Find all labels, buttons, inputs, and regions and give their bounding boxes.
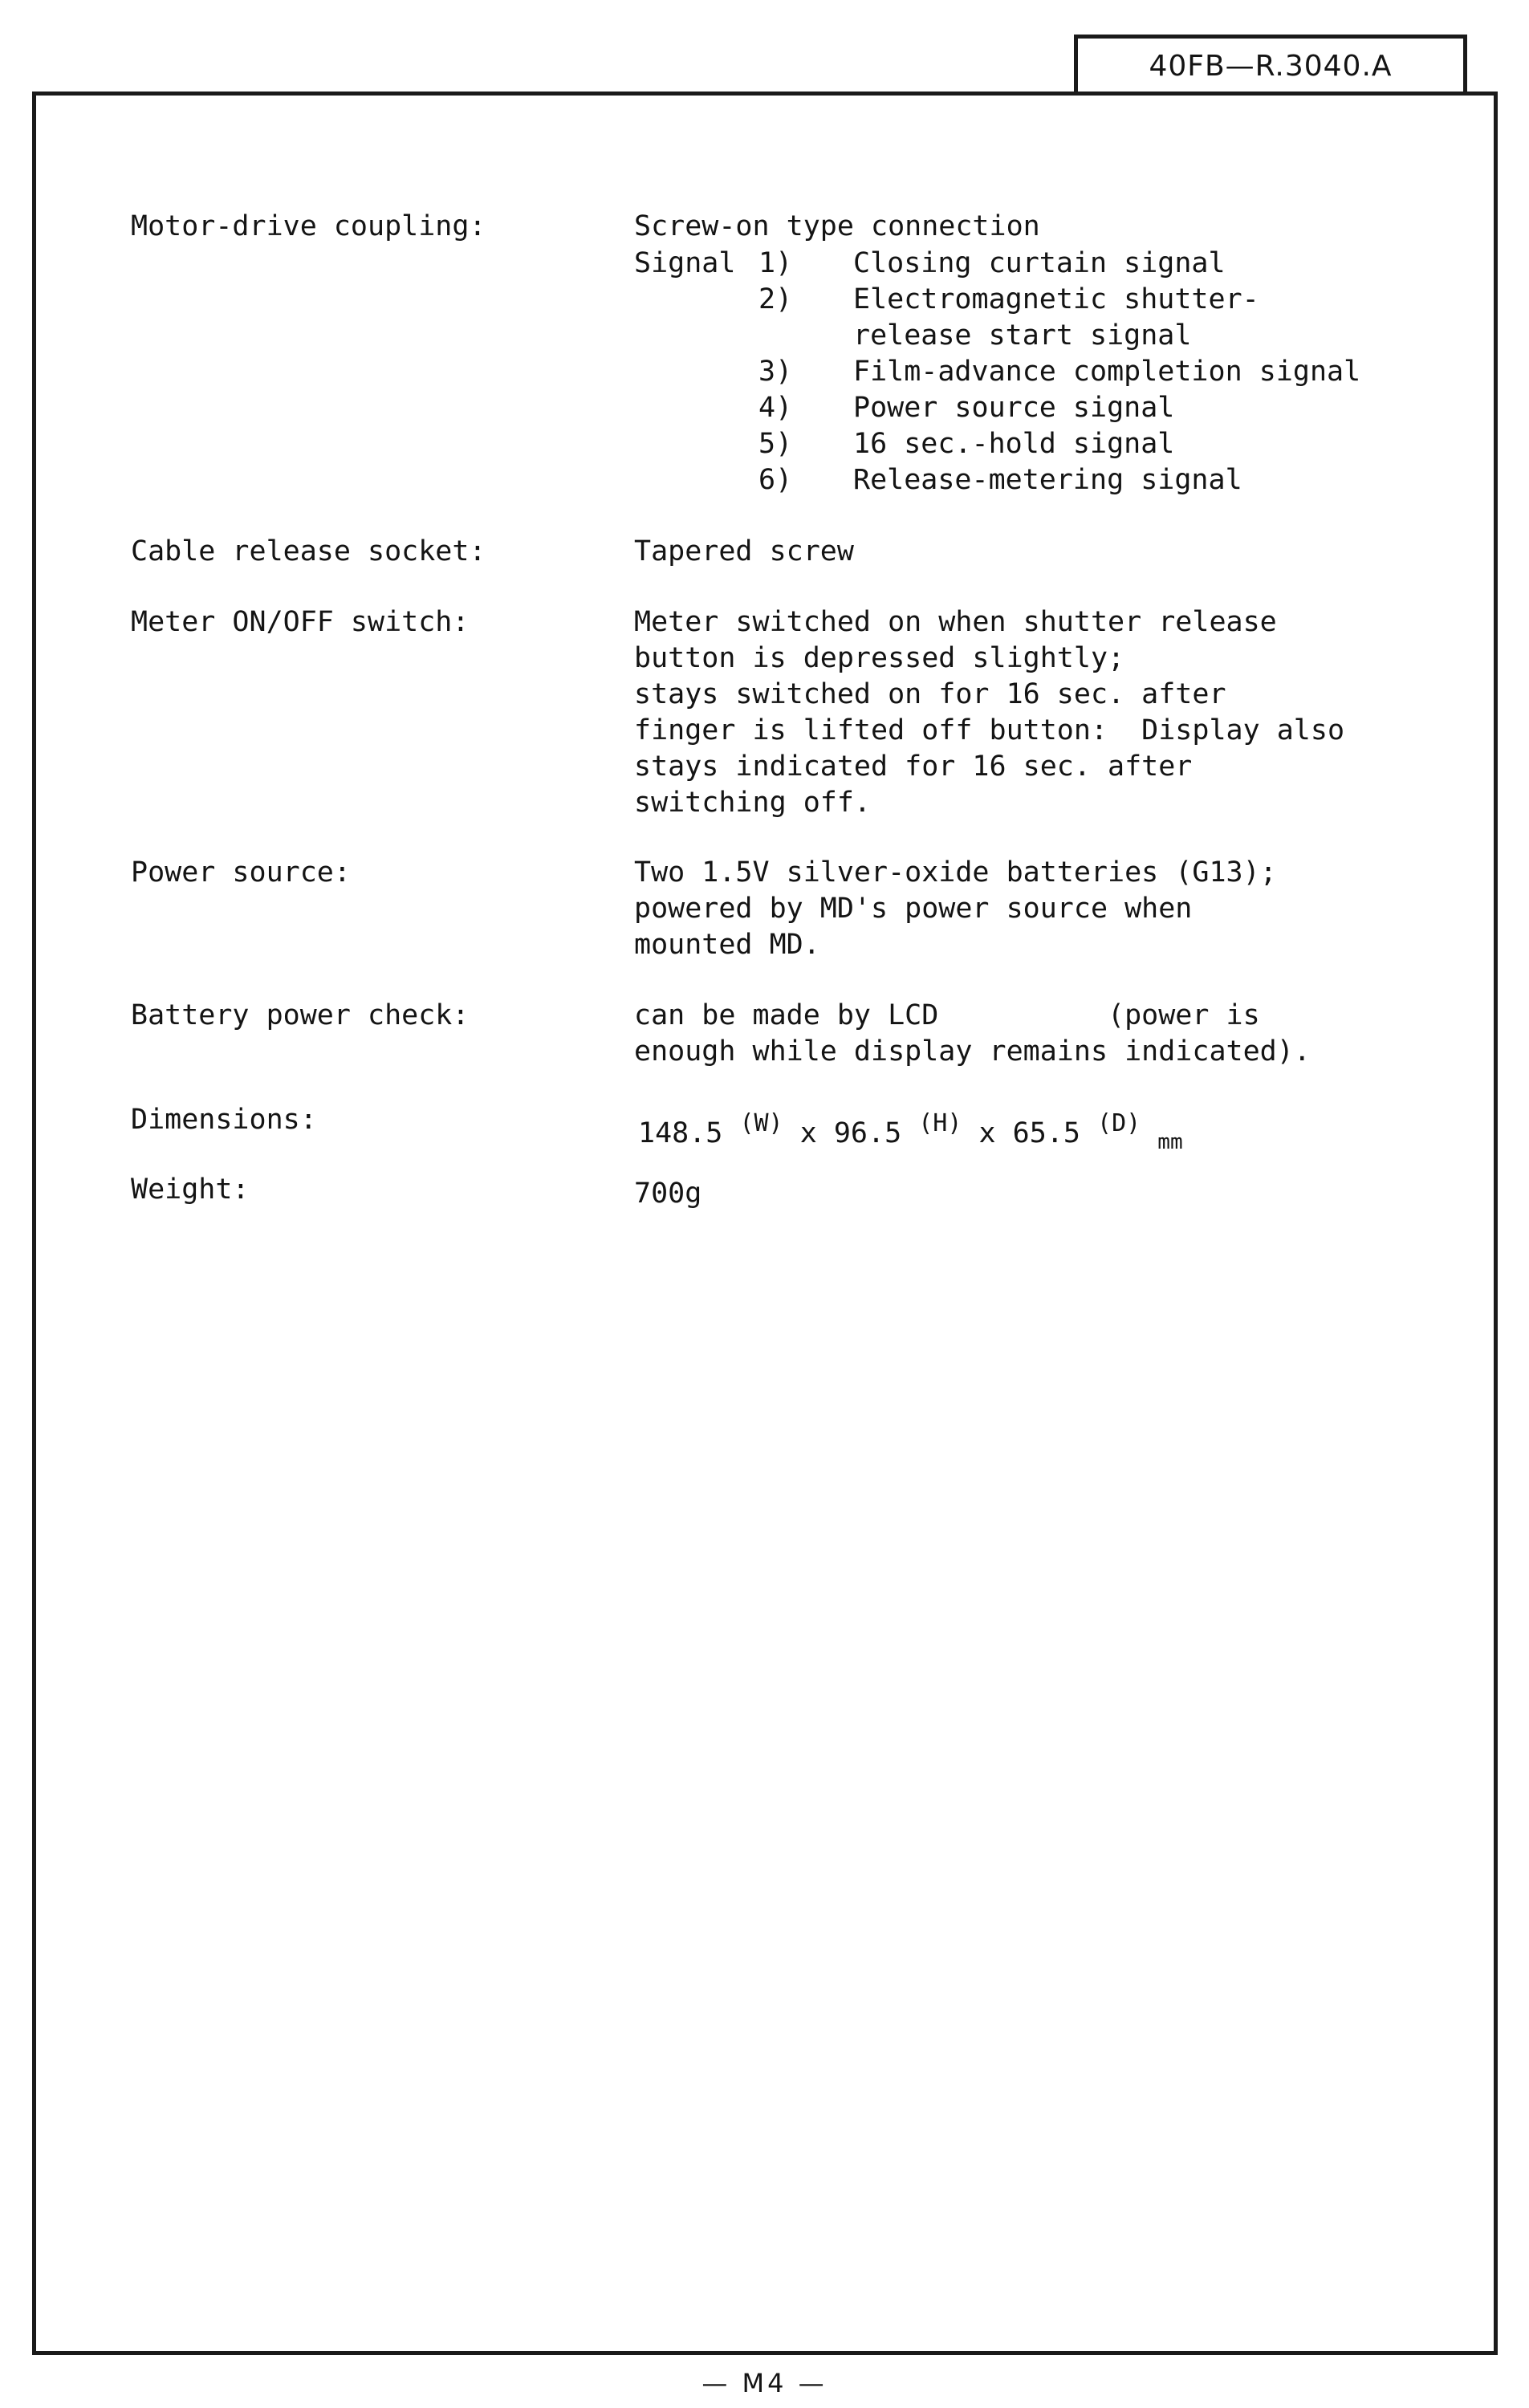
signal-number: 1) xyxy=(758,247,793,279)
text-line: stays indicated for 16 sec. after xyxy=(634,750,1193,783)
motor-drive-label: Motor-drive coupling: xyxy=(131,210,486,242)
signal-list xyxy=(634,246,1360,498)
battery-check-value xyxy=(634,998,1311,1070)
text-line: finger is lifted off button: Display also xyxy=(634,714,1345,746)
signal-row xyxy=(634,462,1360,498)
meter-switch-value xyxy=(634,604,1344,821)
signal-number xyxy=(758,318,853,354)
height-value: 96.5 xyxy=(833,1117,902,1149)
signal-number: 3) xyxy=(758,356,793,388)
times-sign: x xyxy=(799,1117,817,1149)
height-marker: (H) xyxy=(918,1109,962,1137)
dimensions-value xyxy=(638,1100,1183,1166)
signal-text: Closing curtain signal xyxy=(853,247,1226,279)
signal-text: Power source signal xyxy=(853,392,1175,424)
power-source-label: Power source: xyxy=(131,856,351,889)
weight-label: Weight: xyxy=(131,1173,250,1206)
dimensions-label: Dimensions: xyxy=(131,1104,317,1136)
text-line: switching off. xyxy=(634,787,872,819)
signal-row xyxy=(634,246,1360,282)
weight-value: 700g xyxy=(634,1178,702,1210)
signal-row xyxy=(634,354,1360,390)
signal-text: release start signal xyxy=(853,319,1192,352)
text-line: button is depressed slightly; xyxy=(634,642,1125,674)
page-number: — M4 — xyxy=(701,2368,828,2398)
signal-text: Electromagnetic shutter- xyxy=(853,283,1259,315)
motor-drive-value: Screw-on type connection xyxy=(634,210,1040,242)
text-line: Meter switched on when shutter release xyxy=(634,606,1277,638)
signal-row xyxy=(634,426,1360,462)
signal-number: 4) xyxy=(758,392,793,424)
signal-text: 16 sec.-hold signal xyxy=(853,428,1175,460)
meter-switch-label: Meter ON/OFF switch: xyxy=(131,606,470,638)
document-code: 40FB—R.3040.A xyxy=(1149,50,1393,83)
text-line: powered by MD's power source when xyxy=(634,893,1193,925)
battery-check-label: Battery power check: xyxy=(131,999,470,1031)
power-source-value xyxy=(634,855,1277,963)
width-value: 148.5 xyxy=(638,1117,723,1149)
signal-number: 5) xyxy=(758,428,793,460)
text-line: can be made by LCD (power is xyxy=(634,999,1260,1031)
signal-row xyxy=(634,390,1360,426)
text-line: Two 1.5V silver-oxide batteries (G13); xyxy=(634,856,1277,889)
text-line: stays switched on for 16 sec. after xyxy=(634,678,1226,710)
cable-release-label: Cable release socket: xyxy=(131,535,486,567)
dimension-unit: mm xyxy=(1157,1130,1183,1154)
signal-row xyxy=(634,318,1360,354)
times-sign: x xyxy=(978,1117,996,1149)
signal-text: Release-metering signal xyxy=(853,464,1242,496)
signal-number: 6) xyxy=(758,464,793,496)
width-marker: (W) xyxy=(739,1109,783,1137)
cable-release-value: Tapered screw xyxy=(634,535,854,567)
depth-marker: (D) xyxy=(1097,1109,1141,1137)
document-code-box xyxy=(1074,35,1467,94)
signal-label: Signal xyxy=(634,247,736,279)
text-line: mounted MD. xyxy=(634,929,820,961)
text-line: enough while display remains indicated). xyxy=(634,1035,1311,1068)
signal-row xyxy=(634,282,1360,318)
signal-text: Film-advance completion signal xyxy=(853,356,1361,388)
signal-number: 2) xyxy=(758,283,793,315)
depth-value: 65.5 xyxy=(1012,1117,1080,1149)
